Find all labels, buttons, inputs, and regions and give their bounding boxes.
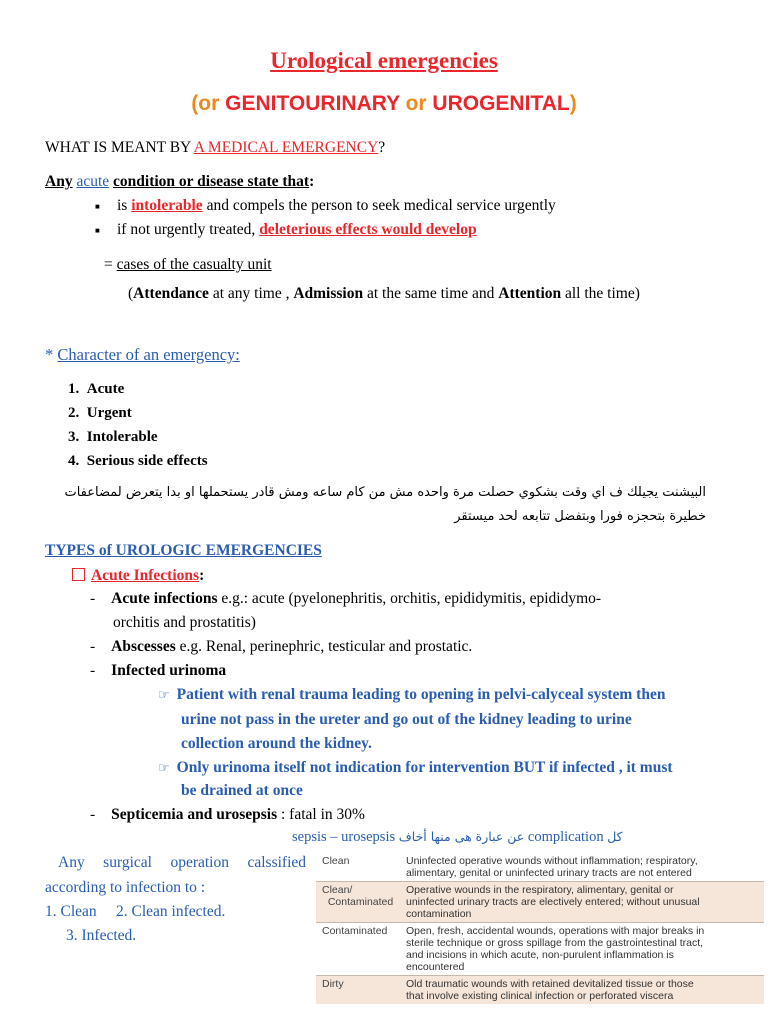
table-cell-key: Clean/ Contaminated (316, 882, 400, 923)
surgical-line4: 3. Infected. (66, 927, 137, 944)
sepsis-mid: complication (524, 829, 608, 845)
acute-infections-heading (72, 567, 204, 585)
bullet-highlight: deleterious effects would develop (259, 221, 477, 238)
subtitle-urogenital: UROGENITAL (432, 92, 570, 115)
triple-a-open: ( (128, 285, 134, 302)
bullet-highlight: intolerable (131, 197, 203, 214)
table-cell-key: Contaminated (316, 923, 400, 976)
question-line (45, 139, 385, 157)
pointing-hand-icon: ☞ (158, 688, 170, 703)
attention-word: Attention (498, 285, 562, 302)
note-text: urine not pass in the ureter and go out of the kidney leading to urine (181, 711, 632, 728)
surgical-line3 (45, 903, 225, 921)
bullet-item (95, 221, 477, 239)
bullet-item (95, 197, 556, 215)
subtitle-close: ) (569, 92, 577, 115)
abscesses-bold: Abscesses (111, 638, 176, 655)
admission-word: Admission (293, 285, 364, 302)
note-item (158, 686, 665, 704)
arabic-note-line1: البيشنت يجيلك ف اي وقت بشكوي حصلت مرة واحده مش من كام ساعه ومش قادر يستحملها او بدا يتعرض لمضاعفات (64, 485, 706, 500)
table-cell-key: Dirty (316, 976, 400, 1005)
medical-emergency-link: A MEDICAL EMERGENCY (193, 139, 379, 156)
list-item: 4. Serious side effects (68, 453, 208, 469)
note-text: be drained at once (181, 782, 303, 799)
definition-colon: : (309, 173, 315, 190)
list-item-label: Urgent (86, 405, 132, 421)
definition-line (45, 173, 314, 191)
table-cell-key: Clean (316, 853, 400, 882)
list-item: 1. Acute (68, 381, 125, 397)
list-item: 3. Intolerable (68, 429, 158, 445)
wound-classification-table (316, 853, 764, 1004)
triple-a-t2: at the same time and (363, 285, 499, 302)
definition-any: Any (45, 173, 73, 190)
note-text: Only urinoma itself not indication for intervention BUT if infected , it must (176, 759, 673, 776)
list-item-label: Intolerable (86, 429, 158, 445)
page-title: Urological emergencies (270, 48, 498, 73)
table-row (316, 923, 764, 976)
list-item: - Septicemia and urosepsis : fatal in 30% (90, 806, 365, 823)
acute-infections-label: Acute Infections (91, 567, 200, 584)
list-item: - Abscesses e.g. Renal, perinephric, testicular and prostatic. (90, 638, 473, 655)
bullet-pre: is (117, 197, 132, 214)
infected-urinoma: Infected urinoma (111, 662, 227, 679)
table-cell-value: Uninfected operative wounds without inflammation; respiratory, alimentary, genital or uninfected urinary tracts are not entered (400, 853, 764, 882)
pointing-hand-icon: ☞ (158, 761, 170, 776)
character-heading-text: Character of an emergency: (57, 345, 240, 364)
table-cell-value: Old traumatic wounds with retained devitalized tissue or those that involve existing clinical infection or perforated viscera (400, 976, 764, 1005)
table-row (316, 882, 764, 923)
definition-acute: acute (76, 173, 110, 190)
acute-infections-rest: e.g.: acute (pyelonephritis, orchitis, epididymitis, epididymo- (217, 590, 602, 607)
question-prefix: WHAT IS MEANT BY (45, 139, 194, 156)
note-text: Patient with renal trauma leading to opening in pelvi-calyceal system then (176, 686, 666, 703)
definition-rest: condition or disease state that (113, 173, 310, 190)
square-bullet-icon: ■ (95, 226, 100, 235)
bullet-post: and compels the person to seek medical service urgently (202, 197, 556, 214)
sepsis-line (292, 829, 623, 846)
attendance-word: Attendance (133, 285, 209, 302)
clean-item: 1. Clean (45, 903, 97, 920)
table-cell-value: Open, fresh, accidental wounds, operations with major breaks in sterile technique or gross spillage from the gastrointestinal tract, and incisions in which acute, non-purulent inflammation is encountered (400, 923, 764, 976)
acute-infections-cont: orchitis and prostatitis) (113, 614, 256, 631)
casualty-text: cases of the casualty unit (116, 256, 272, 273)
square-bullet-icon: ■ (95, 202, 100, 211)
sepsis-arabic: عن عبارة هى منها أخاف (398, 829, 525, 844)
page-subtitle (0, 92, 768, 116)
clean-infected-item: 2. Clean infected. (116, 903, 226, 920)
list-item: - Infected urinoma (90, 662, 227, 679)
surgical-line1: Any surgical operation calssified (58, 854, 306, 871)
table-row (316, 853, 764, 882)
subtitle-genitourinary: GENITOURINARY (225, 92, 400, 115)
subtitle-or: or (399, 92, 433, 115)
casualty-line (104, 256, 272, 274)
abscesses-rest: e.g. Renal, perinephric, testicular and prostatic. (175, 638, 473, 655)
acute-infections-colon: : (199, 567, 205, 584)
types-heading: TYPES of UROLOGIC EMERGENCIES (45, 542, 322, 559)
sepsis-arabic-2: كل (607, 829, 623, 844)
arabic-note-line2: خطيرة بتحجزه فورا وبتفضل تتابعه لحد ميستقر (454, 509, 706, 524)
septicemia-rest: : fatal in 30% (277, 806, 365, 823)
casualty-eq: = (104, 256, 117, 273)
list-item-label: Acute (86, 381, 125, 397)
character-star: * (45, 345, 58, 364)
list-item-label: Serious side effects (86, 453, 208, 469)
triple-a-t1: at any time , (208, 285, 294, 302)
list-item: - Acute infections e.g.: acute (pyelonephritis, orchitis, epididymitis, epididymo- (90, 590, 602, 607)
triple-a-t3: all the time) (561, 285, 640, 302)
acute-infections-bold: Acute infections (111, 590, 218, 607)
bullet-pre: if not urgently treated, (117, 221, 260, 238)
subtitle-open: (or (191, 92, 226, 115)
character-heading (45, 345, 240, 365)
surgical-line2: according to infection to : (45, 879, 206, 896)
note-item (158, 759, 673, 777)
list-item: 2. Urgent (68, 405, 132, 421)
triple-a-line (128, 285, 640, 303)
septicemia-bold: Septicemia and urosepsis (111, 806, 278, 823)
question-suffix: ? (378, 139, 386, 156)
table-row (316, 976, 764, 1005)
sepsis-latin: sepsis – urosepsis (292, 829, 399, 845)
note-text: collection around the kidney. (181, 735, 372, 752)
table-cell-value: Operative wounds in the respiratory, alimentary, genital or uninfected urinary tracts are electively entered; without unusual contamination (400, 882, 764, 923)
checkbox-icon (72, 568, 85, 581)
